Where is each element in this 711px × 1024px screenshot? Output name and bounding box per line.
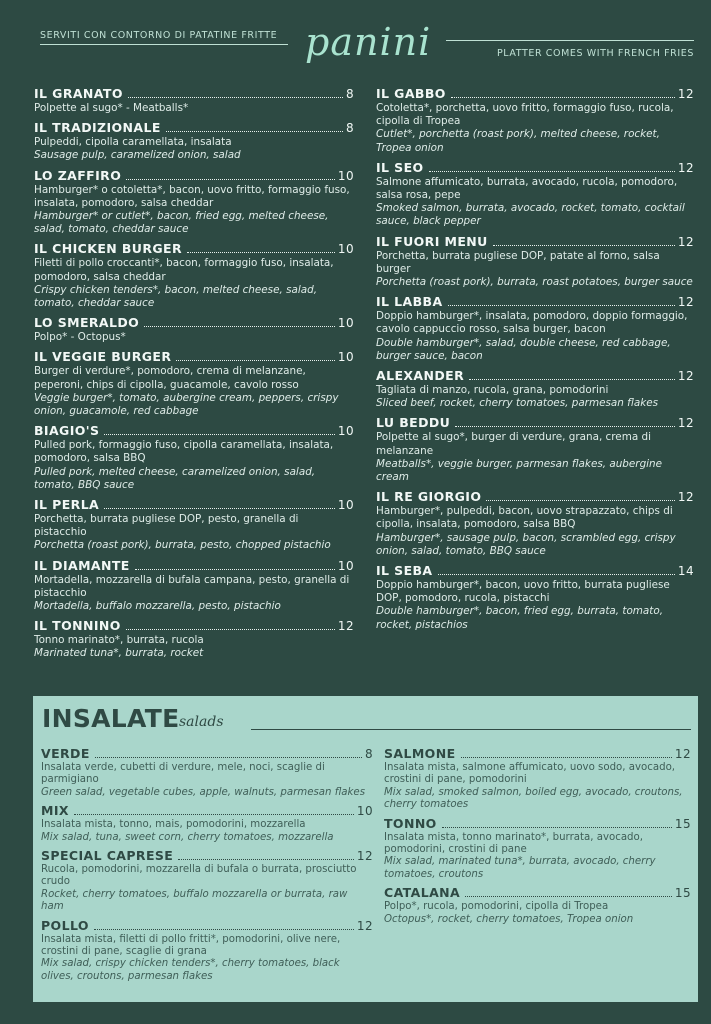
dot-leader: [128, 97, 343, 98]
menu-item-header: [34, 349, 354, 365]
menu-item-price: 12: [337, 619, 354, 634]
menu-item-description-it: Polpo* - Octopus*: [34, 331, 126, 344]
menu-item-name: IL CHICKEN BURGER: [34, 241, 182, 257]
menu-item-description-en: Double hamburger*, salad, double cheese, red cabbage, burger sauce, bacon: [376, 336, 671, 362]
menu-item-price: 12: [677, 87, 694, 101]
menu-item-name: MIX: [41, 803, 69, 819]
dot-leader: [451, 97, 675, 98]
menu-item-price: 10: [337, 168, 354, 183]
menu-item-description-it: Tagliata di manzo, rucola, grana, pomodorini: [376, 384, 609, 397]
menu-item-header: [34, 423, 354, 439]
menu-item-description-it: Polpette al sugo*, burger di verdure, grana, crema di melanzane: [376, 431, 651, 457]
menu-item: [384, 746, 691, 812]
dot-leader: [166, 131, 343, 132]
menu-item-price: 10: [337, 424, 354, 439]
menu-item-price: 10: [356, 804, 373, 819]
menu-item-header: [376, 368, 694, 384]
menu-item-description-it: Doppio hamburger*, insalata, pomodoro, doppio formaggio, cavolo cappuccio rosso, salsa burger, bacon: [376, 310, 688, 336]
menu-item-description-it: Burger di verdure*, pomodoro, crema di melanzane, peperoni, chips di cipolla, guacamole, cavolo rosso: [34, 365, 306, 391]
menu-item-name: IL LABBA: [376, 294, 443, 310]
salads-right-column: [384, 746, 691, 930]
menu-item-description-en: Octopus*, rocket, cherry tomatoes, Tropea onion: [384, 913, 634, 925]
menu-item-price: 12: [677, 490, 694, 505]
menu-item-description-en: Sausage pulp, caramelized onion, salad: [34, 149, 241, 162]
salads-left-column: [41, 746, 373, 987]
menu-item-header: [376, 160, 694, 176]
dot-leader: [104, 508, 335, 509]
dot-leader: [448, 305, 675, 306]
menu-item-header: [384, 746, 691, 762]
menu-item-name: IL VEGGIE BURGER: [34, 349, 172, 365]
menu-item: [376, 489, 694, 558]
menu-item-description-en: Crispy chicken tenders*, bacon, melted cheese, salad, tomato, cheddar sauce: [34, 283, 318, 310]
menu-item-price: 15: [674, 816, 691, 831]
menu-item-price: 12: [677, 295, 694, 310]
dot-leader: [104, 434, 335, 435]
menu-item-header: [41, 918, 373, 934]
menu-item-header: [384, 816, 691, 832]
menu-item-description-en: Sliced beef, rocket, cherry tomatoes, parmesan flakes: [376, 397, 659, 410]
menu-item-name: LO ZAFFIRO: [34, 167, 122, 183]
menu-item-name: BIAGIO'S: [34, 423, 100, 439]
menu-item-description-en: Meatballs*, veggie burger, parmesan flakes, aubergine cream: [376, 457, 663, 484]
menu-item-description-en: Green salad, vegetable cubes, apple, walnuts, parmesan flakes: [41, 786, 366, 798]
menu-item-description-it: Insalata mista, tonno marinato*, burrata, avocado, pomodorini, crostini di pane: [384, 831, 643, 856]
menu-item-description-it: Insalata mista, filetti di pollo fritti*, pomodorini, olive nere, crostini di pane, scaglie di grana: [41, 933, 341, 958]
menu-item: [34, 349, 354, 418]
menu-item: [376, 563, 694, 632]
menu-item: [376, 368, 694, 410]
menu-item: [34, 241, 354, 310]
menu-item-header: [41, 746, 373, 762]
menu-item-description-it: Hamburger* o cotoletta*, bacon, uovo fritto, formaggio fuso, insalata, pomodoro, salsa cheddar: [34, 183, 350, 209]
dot-leader: [178, 859, 354, 860]
menu-item-header: [376, 86, 694, 102]
menu-item-header: [376, 294, 694, 310]
menu-item-price: 12: [674, 747, 691, 761]
dot-leader: [455, 426, 675, 427]
menu-item: [41, 746, 373, 799]
menu-item-price: 10: [337, 498, 354, 513]
menu-item-header: [34, 86, 354, 102]
menu-item-price: 8: [345, 121, 354, 136]
menu-item-header: [34, 618, 354, 634]
menu-item-description-it: Tonno marinato*, burrata, rucola: [34, 634, 204, 647]
menu-item-description-en: Hamburger* or cutlet*, bacon, fried egg, melted cheese, salad, tomato, cheddar sauce: [34, 210, 329, 236]
menu-item-description-it: Porchetta, burrata pugliese DOP, patate al forno, salsa burger: [376, 249, 660, 275]
menu-item: [34, 86, 354, 115]
menu-item: [41, 848, 373, 914]
menu-item-description-en: Porchetta (roast pork), burrata, pesto, chopped pistachio: [34, 539, 331, 552]
section-title-panini: panini: [305, 20, 432, 64]
menu-item-price: 12: [356, 918, 373, 933]
menu-item-header: [34, 558, 354, 574]
menu-item-name: IL FUORI MENU: [376, 233, 488, 249]
menu-item-description-it: Filetti di pollo croccanti*, bacon, formaggio fuso, insalata, pomodoro, salsa cheddar: [34, 257, 334, 283]
menu-item-header: [34, 497, 354, 513]
menu-item-name: IL GABBO: [376, 86, 446, 101]
menu-item-description-it: Polpo*, rucola, pomodorini, cipolla di Tropea: [384, 901, 609, 913]
menu-item-description-it: Polpette al sugo* - Meatballs*: [34, 102, 189, 114]
dot-leader: [95, 757, 362, 758]
menu-item-name: LO SMERALDO: [34, 315, 140, 331]
menu-item-description-it: Porchetta, burrata pugliese DOP, pesto, granella di pistacchio: [34, 513, 299, 539]
menu-item-header: [41, 803, 373, 819]
menu-item-price: 12: [677, 160, 694, 175]
menu-item-name: ALEXANDER: [376, 368, 465, 384]
menu-item-name: CATALANA: [384, 885, 461, 901]
menu-item-description-en: Mix salad, tuna, sweet corn, cherry tomatoes, mozzarella: [41, 831, 334, 843]
menu-item: [376, 415, 694, 484]
dot-leader: [465, 896, 672, 897]
menu-item: [34, 120, 354, 162]
menu-item: [41, 803, 373, 844]
menu-item: [384, 816, 691, 882]
dot-leader: [442, 827, 672, 828]
menu-item-name: LU BEDDU: [376, 415, 451, 431]
menu-item-description-en: Smoked salmon, burrata, avocado, rocket, tomato, cocktail sauce, black pepper: [376, 202, 685, 228]
dot-leader: [126, 179, 335, 180]
dot-leader: [429, 171, 675, 172]
menu-item-name: POLLO: [41, 917, 89, 933]
menu-item-header: [34, 120, 354, 136]
menu-item-name: IL GRANATO: [34, 86, 123, 101]
menu-item-header: [34, 315, 354, 331]
menu-item-description-en: Pulled pork, melted cheese, caramelized onion, salad, tomato, BBQ sauce: [34, 465, 316, 491]
menu-item-price: 14: [677, 564, 694, 579]
menu-item-price: 12: [677, 234, 694, 249]
section-title-insalate: INSALATE: [42, 704, 180, 733]
menu-item-name: SALMONE: [384, 746, 456, 761]
menu-item: [34, 423, 354, 492]
menu-item-description-it: Insalata verde, cubetti di verdure, mele, noci, scaglie di parmigiano: [41, 762, 325, 786]
dot-leader: [94, 929, 354, 930]
menu-item-header: [34, 168, 354, 184]
menu-item: [34, 315, 354, 344]
menu-item: [41, 918, 373, 984]
dot-leader: [126, 629, 335, 630]
salads-section: [33, 696, 698, 1002]
menu-item-description-en: Rocket, cherry tomatoes, buffalo mozzarella or burrata, raw ham: [41, 888, 348, 913]
dot-leader: [187, 252, 335, 253]
menu-item-description-it: Salmone affumicato, burrata, avocado, rucola, pomodoro, salsa rosa, pepe: [376, 175, 678, 202]
menu-item-description-it: Pulpeddi, cipolla caramellata, insalata: [34, 136, 232, 149]
menu-item-description-it: Insalata mista, salmone affumicato, uovo sodo, avocado, crostini di pane, pomodorini: [384, 762, 676, 786]
menu-item-description-en: Double hamburger*, bacon, fried egg, burrata, tomato, rocket, pistachios: [376, 605, 664, 631]
menu-item-name: IL TRADIZIONALE: [34, 120, 161, 136]
menu-item-price: 12: [356, 849, 373, 864]
menu-item: [34, 558, 354, 614]
menu-item-header: [376, 234, 694, 250]
menu-item-header: [376, 415, 694, 431]
menu-item-price: 15: [674, 886, 691, 901]
menu-item-description-en: Mix salad, crispy chicken tenders*, cherry tomatoes, black olives, croutons, parmesan flakes: [41, 958, 340, 982]
menu-item-header: [376, 489, 694, 505]
menu-item-description-en: Veggie burger*, tomato, aubergine cream, peppers, crispy onion, guacamole, red cabbage: [34, 391, 339, 418]
menu-item-description-en: Mix salad, marinated tuna*, burrata, avocado, cherry tomatoes, croutons: [384, 856, 656, 880]
menu-item-name: IL DIAMANTE: [34, 557, 130, 573]
menu-item-description-en: Marinated tuna*, burrata, rocket: [34, 647, 204, 660]
menu-item-name: IL RE GIORGIO: [376, 489, 482, 505]
menu-item: [34, 618, 354, 660]
menu-item: [384, 885, 691, 926]
menu-item-price: 8: [345, 87, 354, 101]
menu-item-name: IL SEBA: [376, 563, 433, 579]
menu-item-description-en: Cutlet*, porchetta (roast pork), melted cheese, rocket, Tropea onion: [376, 128, 660, 154]
menu-item-header: [376, 563, 694, 579]
menu-item: [376, 86, 694, 155]
menu-item-name: VERDE: [41, 746, 90, 761]
divider: [251, 729, 691, 730]
platter-fries-note: PLATTER COMES WITH FRENCH FRIES: [446, 40, 694, 59]
dot-leader: [461, 757, 672, 758]
menu-item-price: 12: [677, 416, 694, 431]
menu-item-description-it: Insalata mista, tonno, mais, pomodorini, mozzarella: [41, 819, 306, 831]
menu-header: [0, 0, 711, 80]
dot-leader: [486, 500, 675, 501]
menu-item-price: 10: [337, 558, 354, 573]
menu-item-name: TONNO: [384, 815, 437, 831]
menu-item-header: [34, 241, 354, 257]
menu-item-price: 10: [337, 350, 354, 365]
menu-item-price: 10: [337, 242, 354, 257]
dot-leader: [176, 360, 335, 361]
menu-item-header: [41, 848, 373, 864]
menu-item-name: IL TONNINO: [34, 618, 121, 634]
menu-item-description-en: Mix salad, smoked salmon, boiled egg, avocado, croutons, cherry tomatoes: [384, 786, 683, 811]
menu-item: [34, 168, 354, 237]
menu-item-price: 8: [364, 747, 373, 761]
menu-item: [376, 234, 694, 290]
menu-item: [376, 294, 694, 363]
menu-item-name: IL SEO: [376, 159, 424, 175]
panini-left-column: [34, 86, 354, 666]
dot-leader: [469, 379, 675, 380]
menu-item-description-en: Porchetta (roast pork), burrata, roast potatoes, burger sauce: [376, 276, 693, 289]
menu-item: [376, 160, 694, 229]
dot-leader: [135, 569, 335, 570]
menu-item-description-it: Hamburger*, pulpeddi, bacon, uovo strapazzato, chips di cipolla, insalata, pomodoro, salsa BBQ: [376, 505, 673, 531]
menu-item-description-it: Cotoletta*, porchetta, uovo fritto, formaggio fuso, rucola, cipolla di Tropea: [376, 102, 674, 128]
menu-item-description-it: Rucola, pomodorini, mozzarella di bufala o burrata, prosciutto crudo: [41, 864, 357, 888]
menu-item: [34, 497, 354, 553]
dot-leader: [144, 326, 335, 327]
menu-item-price: 10: [337, 316, 354, 331]
dot-leader: [493, 245, 675, 246]
menu-item-description-it: Pulled pork, formaggio fuso, cipolla caramellata, insalata, pomodoro, salsa BBQ: [34, 439, 334, 465]
panini-right-column: [376, 86, 694, 637]
section-subtitle-salads: salads: [179, 714, 224, 730]
menu-item-header: [384, 885, 691, 901]
served-with-fries-note: SERVITI CON CONTORNO DI PATATINE FRITTE: [40, 30, 288, 45]
menu-item-name: SPECIAL CAPRESE: [41, 848, 174, 864]
menu-item-name: IL PERLA: [34, 497, 100, 513]
dot-leader: [74, 814, 354, 815]
menu-item-price: 12: [677, 369, 694, 384]
menu-item-description-it: Mortadella, mozzarella di bufala campana, pesto, granella di pistacchio: [34, 573, 350, 599]
menu-item-description-it: Doppio hamburger*, bacon, uovo fritto, burrata pugliese DOP, pomodoro, rucola, pistacchi: [376, 579, 670, 605]
menu-item-description-en: Hamburger*, sausage pulp, bacon, scrambled egg, crispy onion, salad, tomato, BBQ sauce: [376, 531, 676, 557]
menu-item-description-en: Mortadella, buffalo mozzarella, pesto, pistachio: [34, 600, 281, 613]
dot-leader: [438, 574, 675, 575]
